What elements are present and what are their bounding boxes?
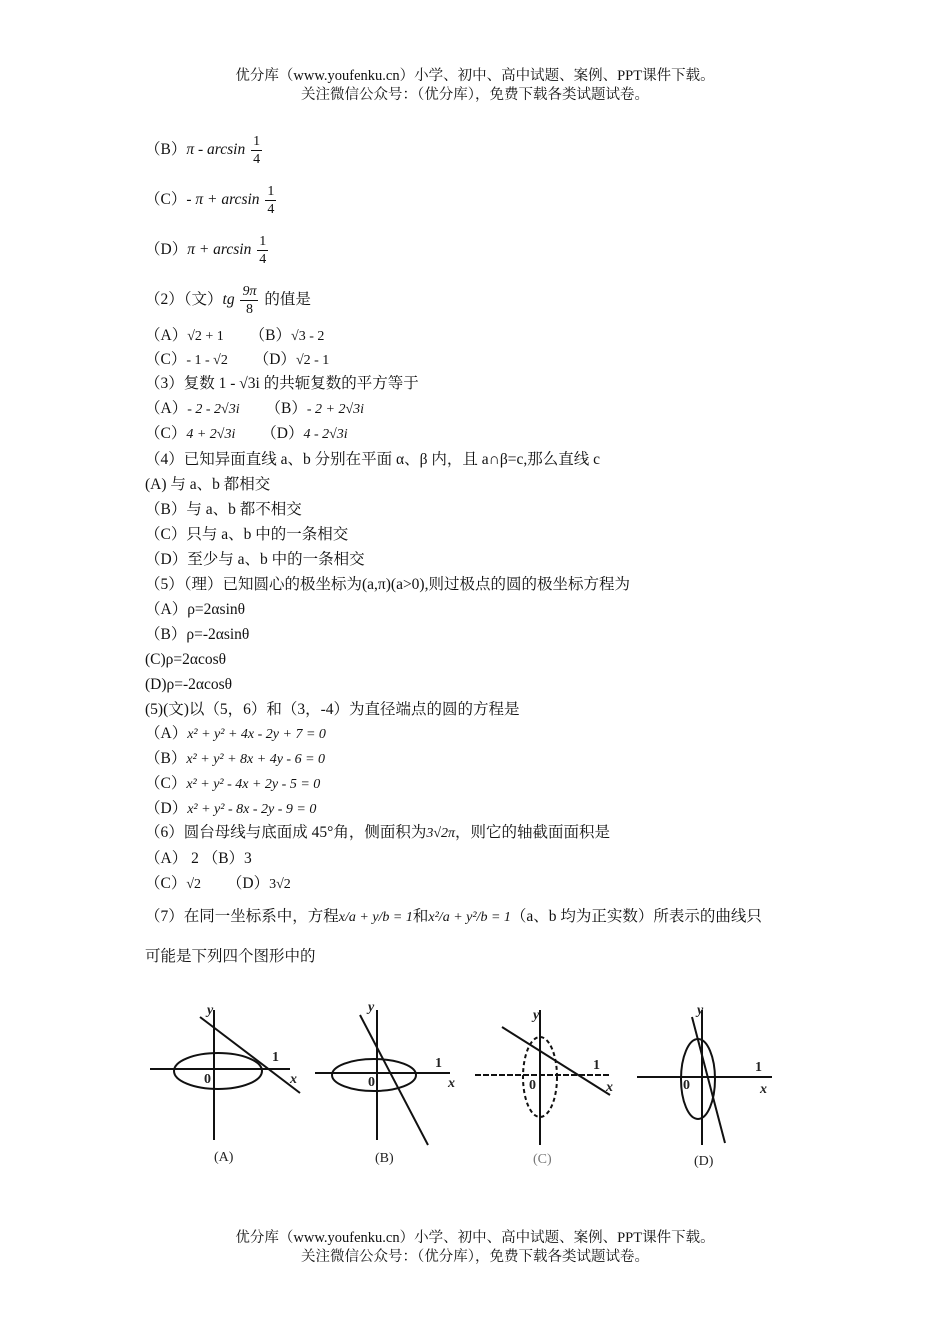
- figure-b-x-label: x: [448, 1076, 455, 1091]
- q6-options-cd: （C）√2 （D）3√2: [145, 875, 291, 892]
- header-line-1: 优分库（www.youfenku.cn）小学、初中、高中试题、案例、PPT课件下载。: [235, 68, 715, 84]
- figure-d: [637, 1010, 772, 1145]
- q3-options-cd: （C）4 + 2√3i （D）4 - 2√3i: [145, 425, 348, 442]
- figure-d-y-label: y: [697, 1003, 704, 1018]
- figure-b-origin: 0: [368, 1075, 375, 1090]
- q6-stem: （6）圆台母线与底面成 45°角，侧面积为3√2π，则它的轴截面面积是: [145, 824, 611, 841]
- q5w-option-c: （C）x² + y² - 4x + 2y - 5 = 0: [145, 775, 321, 792]
- figure-c-origin: 0: [529, 1078, 536, 1093]
- q7-figures: [140, 995, 800, 1175]
- q7-stem-line-2: 可能是下列四个图形中的: [145, 948, 316, 965]
- q6-options-ab: （A） 2 （B）3: [145, 850, 252, 867]
- q2-stem: （2）（文）tg $\frac{9\pi}{8}$ 的值是: [145, 284, 311, 317]
- q1-option-b: （B）π - arcsin $\frac{1}{4}$: [145, 134, 261, 167]
- figure-c-x-label: x: [606, 1080, 613, 1095]
- q5-option-a: （A）ρ=2αsinθ: [145, 601, 246, 618]
- figure-a-one: 1: [272, 1050, 279, 1065]
- q5w-option-a: （A）x² + y² + 4x - 2y + 7 = 0: [145, 725, 326, 742]
- figure-b-y-label: y: [368, 1000, 375, 1015]
- q4-option-d: （D）至少与 a、b 中的一条相交: [145, 551, 365, 568]
- figure-d-x-label: x: [760, 1082, 767, 1097]
- q5w-stem: (5)(文)以（5，6）和（3，-4）为直径端点的圆的方程是: [145, 701, 520, 718]
- figure-a-origin: 0: [204, 1072, 211, 1087]
- q1-option-d: （D）π + arcsin $\frac{1}{4}$: [145, 234, 267, 267]
- figure-c-caption: (C): [533, 1152, 552, 1167]
- figure-a-y-label: y: [207, 1003, 214, 1018]
- figure-d-caption: (D): [694, 1154, 714, 1169]
- figure-b-one: 1: [435, 1056, 442, 1071]
- figure-c-y-label: y: [533, 1008, 540, 1023]
- q5-stem: （5）（理）已知圆心的极坐标为(a,π)(a>0),则过极点的圆的极坐标方程为: [145, 576, 630, 593]
- figure-d-origin: 0: [683, 1078, 690, 1093]
- figure-c: [475, 1010, 610, 1145]
- footer-line-1: 优分库（www.youfenku.cn）小学、初中、高中试题、案例、PPT课件下载。: [235, 1230, 715, 1246]
- figure-c-one: 1: [593, 1058, 600, 1073]
- q1-option-c: （C）- π + arcsin $\frac{1}{4}$: [145, 184, 275, 217]
- q4-option-c: （C）只与 a、b 中的一条相交: [145, 526, 349, 543]
- q4-stem: （4）已知异面直线 a、b 分别在平面 α、β 内，且 a∩β=c,那么直线 c: [145, 451, 600, 468]
- figure-b-caption: (B): [375, 1151, 394, 1166]
- figure-a-caption: (A): [214, 1150, 234, 1165]
- q5-option-c: (C)ρ=2αcosθ: [145, 651, 227, 668]
- q3-stem: （3）复数 1 - √3i 的共轭复数的平方等于: [145, 375, 419, 392]
- figure-b: [315, 1010, 450, 1145]
- q7-stem: （7）在同一坐标系中，方程x/a + y/b = 1和x²/a + y²/b = 1（a、b 均为正实数）所表示的曲线只: [145, 908, 762, 925]
- q5-option-b: （B）ρ=-2αsinθ: [145, 626, 250, 643]
- figure-a-x-label: x: [290, 1072, 297, 1087]
- q5-option-d: (D)ρ=-2αcosθ: [145, 676, 233, 693]
- q5w-option-d: （D）x² + y² - 8x - 2y - 9 = 0: [145, 800, 317, 817]
- header-line-2: 关注微信公众号：（优分库），免费下载各类试题试卷。: [301, 87, 649, 103]
- q4-option-a: (A) 与 a、b 都相交: [145, 476, 271, 493]
- figure-d-one: 1: [755, 1060, 762, 1075]
- q3-options-ab: （A）- 2 - 2√3i （B）- 2 + 2√3i: [145, 400, 365, 417]
- q5w-option-b: （B）x² + y² + 8x + 4y - 6 = 0: [145, 750, 326, 767]
- q2-options-cd: （C）- 1 - √2 （D）√2 - 1: [145, 351, 330, 368]
- q2-options-ab: （A）√2 + 1 （B）√3 - 2: [145, 327, 325, 344]
- figure-a: [150, 1010, 300, 1140]
- footer-line-2: 关注微信公众号：（优分库），免费下载各类试题试卷。: [301, 1249, 649, 1265]
- q4-option-b: （B）与 a、b 都不相交: [145, 501, 302, 518]
